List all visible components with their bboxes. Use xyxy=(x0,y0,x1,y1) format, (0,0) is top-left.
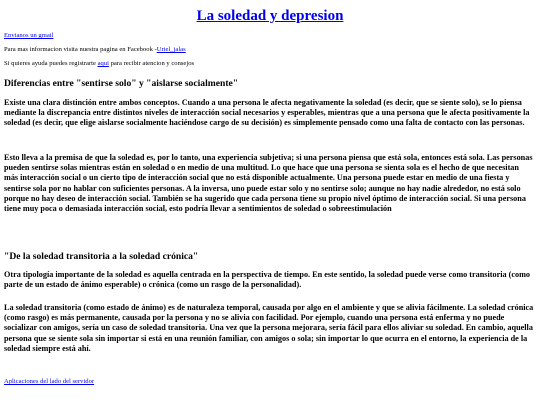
heading-solo-vs-aislarse: Diferencias entre "sentirse solo" y "aislarse socialmente" xyxy=(4,78,239,89)
paragraph-tipologia: Otra tipología importante de la soledad es aquella centrada en la perspectiva de tiempo. En este sentido, la soledad puede verse como transitoria (como parte de un estado de ánimo esperable) o crónica (como un rasgo de la personalidad). xyxy=(4,270,531,290)
facebook-text: Para mas informacion visita nuestra pagina en Facebook - xyxy=(4,46,157,53)
register-text-post: para recibir atencion y consejos xyxy=(108,60,195,67)
paragraph-distincion: Existe una clara distinción entre ambos conceptos. Cuando a una persona le afecta negativamente la soledad (es decir, que se siente solo), se lo piensa mediante la discrepancia entre distintos niveles de interacción social necesarios y esperables, mientras que a una persona que le afecta positivamente la soledad (es decir, que elige aislarse socialmente haciéndose cargo de su decisión) es simplemente pensado como una falta de contacto con las personas. xyxy=(4,98,530,128)
facebook-line xyxy=(4,46,186,54)
paragraph-experiencia-subjetiva: Esto lleva a la premisa de que la soledad es, por lo tanto, una experiencia subjetiva; si una persona piensa que está sola, entonces está sola. Las personas pueden sentirse solas mientras están en soledad o en medio de una multitud. Lo que hace que una persona se sienta sola es el hecho de que necesitan más interacción social o un cierto tipo de interacción social que no está disponible actualmente. Una persona puede estar en medio de una fiesta y sentirse sola por no hablar con suficientes personas. A la inversa, uno puede estar solo y no sentirse solo; aunque no hay nadie alrededor, no está solo porque no hay deseo de interacción social. También se ha sugerido que cada persona tiene su propio nivel óptimo de interacción social. Si una persona tiene muy poca o demasiada interacción social, esto podría llevar a sentimientos de soledad o sobreestimulación xyxy=(4,153,533,214)
register-link[interactable]: aqui xyxy=(97,60,109,67)
footer-link-line xyxy=(4,378,94,386)
facebook-link[interactable]: Uriel_jalas xyxy=(156,46,186,53)
register-line xyxy=(4,60,194,68)
email-link-line xyxy=(4,32,53,40)
register-text-pre: Si quieres ayuda puedes registrarte xyxy=(4,60,98,67)
email-link[interactable]: Envianos un gmail xyxy=(4,32,54,39)
server-apps-link[interactable]: Aplicaciones del lado del servidor xyxy=(4,378,95,385)
paragraph-transitoria: La soledad transitoria (como estado de ánimo) es de naturaleza temporal, causada por algo en el ambiente y que se alivia fácilmente. La soledad crónica (como rasgo) es más permanente, causada por la persona y no se alivia con facilidad. Por ejemplo, cuando una persona está enferma y no puede socializar con amigos, sería un caso de soledad transitoria. Una vez que la persona mejorara, sería fácil para ellos aliviar su soledad. En cambio, aquella persona que se siente sola sin importar si está en una reunión familiar, con amigos o sola; sin importar lo que ocurra en el entorno, la experiencia de la soledad siempre está ahí. xyxy=(4,303,534,353)
page-title: La soledad y depresion xyxy=(196,8,344,24)
heading-transitoria-cronica: "De la soledad transitoria a la soledad crónica" xyxy=(4,251,199,262)
